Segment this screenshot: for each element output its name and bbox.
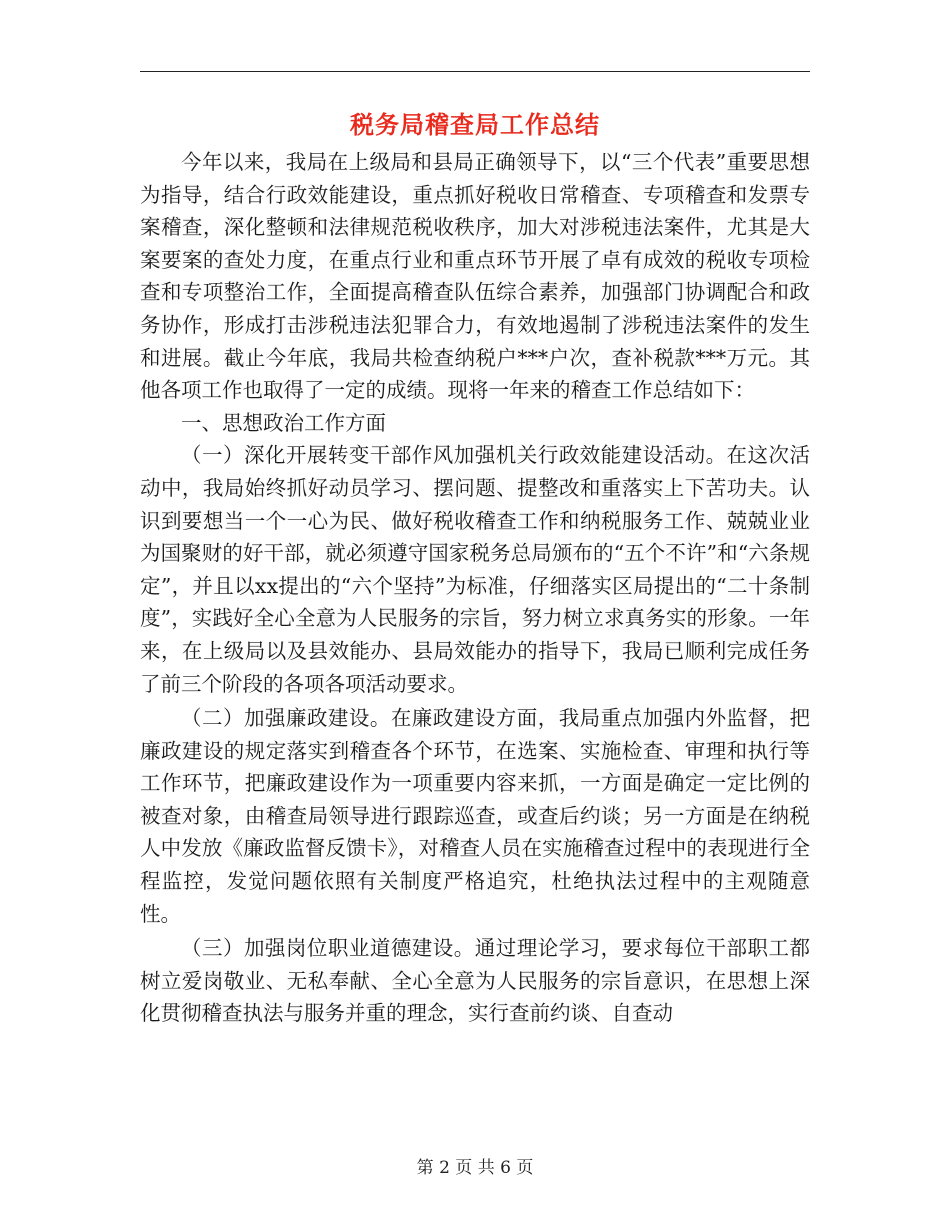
document-title: 税务局稽查局工作总结 — [350, 110, 600, 139]
subsection-paragraph-2: （二）加强廉政建设。在廉政建设方面，我局重点加强内外监督，把廉政建设的规定落实到稽查各个环节，在选案、实施检查、审理和执行等工作环节，把廉政建设作为一项重要内容来抓，一方面是确定一定比例的被查对象，由稽查局领导进行跟踪巡查，或查后约谈；另一方面是在纳税人中发放《廉政监督反馈卡》，对稽查人员在实施稽查过程中的表现进行全程监控，发觉问题依照有关制度严格追究，杜绝执法过程中的主观随意性。 — [140, 706, 810, 926]
section-heading: 一、思想政治工作方面 — [181, 410, 386, 435]
subsection-paragraph-3: （三）加强岗位职业道德建设。通过理论学习，要求每位干部职工都树立爱岗敬业、无私奉献、全心全意为人民服务的宗旨意识，在思想上深化贯彻稽查执法与服务并重的理念，实行查前约谈、自查动 — [140, 936, 810, 1026]
header-rule — [140, 71, 810, 72]
intro-paragraph: 今年以来，我局在上级局和县局正确领导下，以“三个代表”重要思想为指导，结合行政效能建设，重点抓好税收日常稽查、专项稽查和发票专案稽查，深化整顿和法律规范税收秩序，加大对涉税违法案件，尤其是大案要案的查处力度，在重点行业和重点环节开展了卓有成效的税收专项检查和专项整治工作，全面提高稽查队伍综合素养，加强部门协调配合和政务协作，形成打击涉税违法犯罪合力，有效地遏制了涉税违法案件的发生和进展。截止今年底，我局共检查纳税户***户次，查补税款***万元。其他各项工作也取得了一定的成绩。现将一年来的稽查工作总结如下： — [140, 150, 810, 403]
page-number-footer: 第 2 页 共 6 页 — [416, 1158, 534, 1178]
document-body — [140, 146, 810, 1030]
subsection-paragraph-1: （一）深化开展转变干部作风加强机关行政效能建设活动。在这次活动中，我局始终抓好动员学习、摆问题、提整改和重落实上下苦功夫。认识到要想当一个一心为民、做好税收稽查工作和纳税服务工作、兢兢业业为国聚财的好干部，就必须遵守国家税务总局颁布的“五个不许”和“六条规定”，并且以xx提出的“六个坚持”为标准，仔细落实区局提出的“二十条制度”，实践好全心全意为人民服务的宗旨，努力树立求真务实的形象。一年来，在上级局以及县效能办、县局效能办的指导下，我局已顺利完成任务了前三个阶段的各项各项活动要求。 — [140, 443, 810, 696]
